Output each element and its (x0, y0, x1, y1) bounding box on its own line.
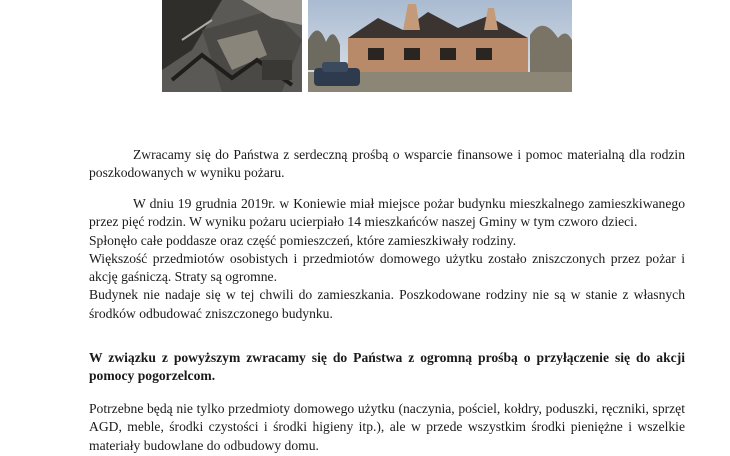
letter-needs: Potrzebne będą nie tylko przedmioty domowego użytku (naczynia, pościel, kołdry, poduszki, ręczniki, sprzęt AGD, meble, środki czystości i środki higieny itp.), ale w przede wszystkim środki pieniężne i wszelkie materiały budowlane do odbudowy domu. (89, 401, 685, 453)
letter-paragraph-building: Budynek nie nadaje się w tej chwili do zamieszkania. Poszkodowane rodziny nie są w stanie z własnych środków odbudować zniszczonego budynku. (89, 287, 685, 321)
burnt-house-photo (308, 0, 572, 92)
letter-appeal: W związku z powyższym zwracamy się do Państwa z ogromną prośbą o przyłączenie się do akcji pomocy pogorzelcom. (89, 350, 685, 384)
letter-needs-block (89, 400, 685, 455)
letter-body-block (89, 195, 685, 323)
burnt-interior-photo (162, 0, 302, 92)
letter-paragraph-attic: Spłonęło całe poddasze oraz część pomieszczeń, które zamieszkiwały rodziny. (89, 232, 517, 248)
letter-intro-block (89, 146, 685, 183)
burnt-house-image (308, 0, 572, 92)
letter-appeal-block (89, 349, 685, 386)
letter-intro: Zwracamy się do Państwa z serdeczną prośbą o wsparcie finansowe i pomoc materialną dla rodzin poszkodowanych w wyniku pożaru. (89, 147, 685, 181)
letter-paragraph-fire-date: W dniu 19 grudnia 2019r. w Koniewie miał miejsce pożar budynku mieszkalnego zamieszkiwanego przez pięć rodzin. W wyniku pożaru ucierpiało 14 mieszkańców naszej Gminy w tym czworo dzieci. (89, 196, 685, 230)
burnt-interior-image (162, 0, 302, 92)
letter-paragraph-losses: Większość przedmiotów osobistych i przedmiotów domowego użytku zostało zniszczonych przez pożar i akcję gaśniczą. Straty są ogromne. (89, 250, 685, 285)
